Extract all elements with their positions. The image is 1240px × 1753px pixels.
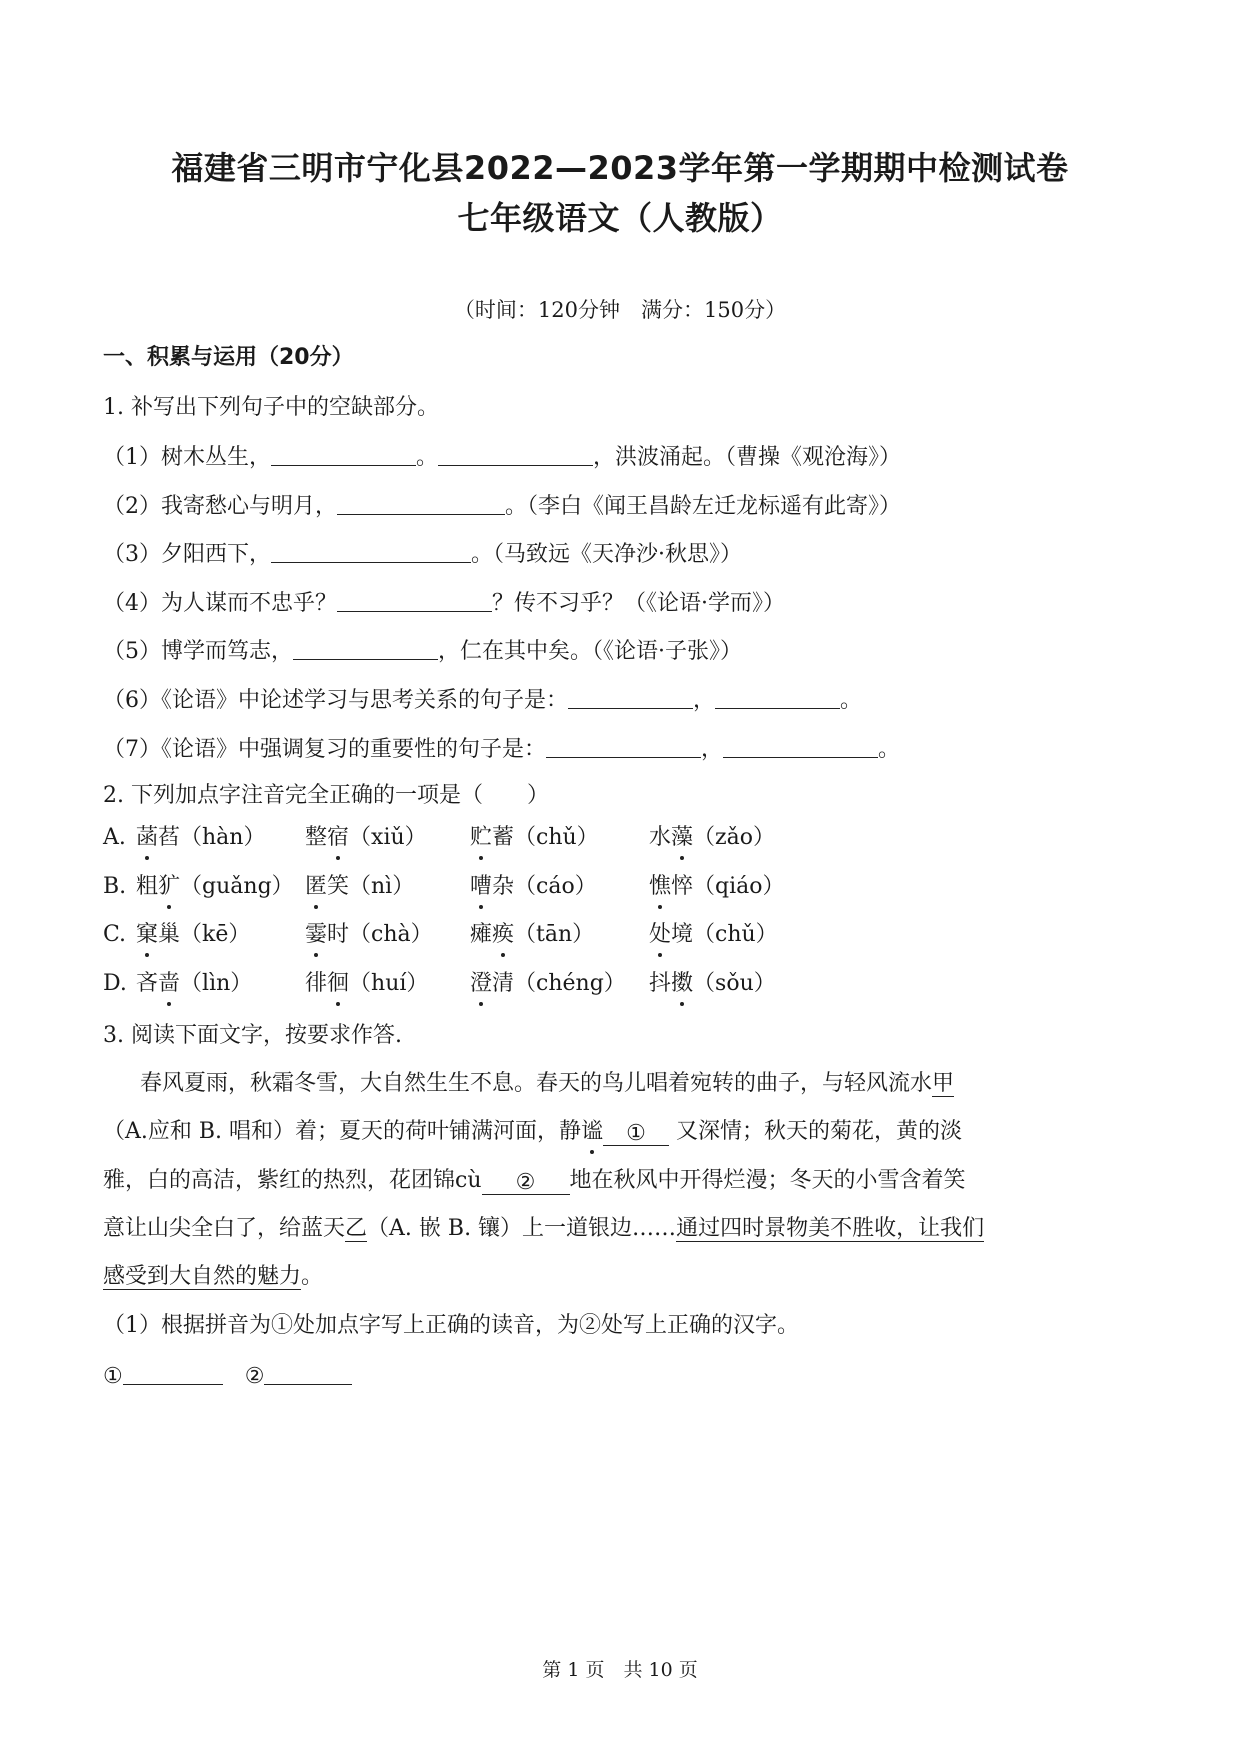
passage-text: 春风夏雨，秋霜冬雪，大自然生生不息。春天的鸟儿唱着宛转的曲子，与轻风流水 xyxy=(140,1071,933,1096)
dotted-char: 啬 xyxy=(158,969,180,999)
option-letter[interactable]: C. xyxy=(103,922,127,947)
answer-label-1: ① xyxy=(103,1364,123,1389)
q1-text: 。 xyxy=(840,688,863,713)
option-word xyxy=(305,969,428,999)
reading-text: 巢（kē） xyxy=(158,922,251,947)
reading-text: 境（chǔ） xyxy=(671,922,778,947)
option-word xyxy=(136,969,252,999)
plain-char: 徘 xyxy=(305,971,328,996)
reading-text: （lìn） xyxy=(180,971,253,996)
option-word xyxy=(136,920,250,950)
exam-info: （时间：120分钟 满分：150分） xyxy=(453,298,787,322)
dotted-char: 澄 xyxy=(470,969,492,999)
answer-blank[interactable] xyxy=(337,490,505,515)
reading-text: （guǎng） xyxy=(180,874,294,899)
q1-text: 。 xyxy=(416,445,439,470)
dotted-char: 谧 xyxy=(581,1117,603,1147)
q1-item-7 xyxy=(103,733,900,765)
dotted-char: 徊 xyxy=(327,969,349,999)
q1-item-3 xyxy=(103,538,742,570)
section-heading: 一、积累与运用（20分） xyxy=(103,345,354,370)
reading-text: 悴（qiáo） xyxy=(671,874,785,899)
q1-text: （5）博学而笃志， xyxy=(103,639,293,664)
q1-text: 。 xyxy=(878,737,901,762)
dotted-char: 宿 xyxy=(327,823,349,853)
q1-stem: 1. 补写出下列句子中的空缺部分。 xyxy=(103,395,439,420)
dotted-char: 痪 xyxy=(492,920,514,950)
q1-text: （7）《论语》中强调复习的重要性的句子是： xyxy=(103,737,546,762)
passage-text: （A.应和 B. 唱和）着；夏天的荷叶铺满河面，静 xyxy=(103,1119,582,1144)
answer-blank[interactable] xyxy=(337,587,492,612)
passage-text: 地在秋风中开得烂漫；冬天的小雪含着笑 xyxy=(569,1168,966,1193)
option-word xyxy=(470,872,597,902)
q3-passage-line-4 xyxy=(103,1214,984,1244)
q1-text: （4）为人谋而不忠乎？ xyxy=(103,591,337,616)
blank-1[interactable]: ① xyxy=(603,1119,669,1146)
q3-answers xyxy=(103,1360,352,1392)
answer-blank[interactable] xyxy=(271,441,416,466)
dotted-char: 贮 xyxy=(470,823,492,853)
answer-blank-2[interactable] xyxy=(264,1360,352,1385)
q3-passage-line-3 xyxy=(103,1166,966,1196)
q1-text: ，洪波涌起。（曹操《观沧海》） xyxy=(593,445,902,470)
option-word xyxy=(470,920,594,950)
option-word xyxy=(136,823,265,853)
q1-text: （6）《论语》中论述学习与思考关系的句子是： xyxy=(103,688,568,713)
reading-text: （zǎo） xyxy=(693,825,775,850)
plain-char: 粗 xyxy=(136,874,159,899)
exam-title: 福建省三明市宁化县2022—2023学年第一学期期中检测试卷 xyxy=(171,149,1069,187)
q1-item-6 xyxy=(103,684,862,716)
reading-text: 萏（hàn） xyxy=(158,825,266,850)
plain-char: 抖 xyxy=(649,971,672,996)
passage-text: （A. 嵌 B. 镶）上一道银边…… xyxy=(367,1216,677,1241)
answer-blank[interactable] xyxy=(271,538,471,563)
answer-label-2: ② xyxy=(244,1364,265,1389)
option-word xyxy=(649,920,778,950)
plain-char: 水 xyxy=(649,825,672,850)
dotted-char: 匿 xyxy=(305,872,327,902)
option-word xyxy=(136,872,294,902)
q1-item-1 xyxy=(103,441,901,473)
dotted-char: 窠 xyxy=(136,920,158,950)
option-word xyxy=(649,872,785,902)
q1-text: ， xyxy=(693,688,716,713)
option-word xyxy=(470,823,599,853)
plain-char: 整 xyxy=(305,825,328,850)
q1-text: ， xyxy=(701,737,724,762)
option-letter[interactable]: D. xyxy=(103,971,127,996)
page-footer: 第 1 页 共 10 页 xyxy=(542,1659,698,1681)
answer-blank[interactable] xyxy=(568,684,693,709)
q1-text: 。（李白《闻王昌龄左迁龙标遥有此寄》） xyxy=(505,494,902,519)
q1-item-4 xyxy=(103,587,785,619)
dotted-char: 犷 xyxy=(158,872,180,902)
passage-text: 又深情；秋天的菊花，黄的淡 xyxy=(669,1119,963,1144)
q1-text: ？传不习乎？（《论语·学而》） xyxy=(492,591,785,616)
reading-text: （sǒu） xyxy=(693,971,776,996)
answer-blank[interactable] xyxy=(438,441,593,466)
q1-item-5 xyxy=(103,635,742,667)
reading-text: 清（chéng） xyxy=(492,971,626,996)
q3-passage-line-5 xyxy=(103,1262,323,1292)
q2-stem: 2. 下列加点字注音完全正确的一项是（ ） xyxy=(103,783,549,808)
plain-char: 吝 xyxy=(136,971,159,996)
reading-text: （xiǔ） xyxy=(349,825,427,850)
q3-passage-line-1 xyxy=(140,1069,954,1099)
reading-text: （tān） xyxy=(514,922,595,947)
reading-text: 蓄（chǔ） xyxy=(492,825,599,850)
q3-passage-line-2 xyxy=(103,1117,962,1147)
q3-stem: 3. 阅读下面文字，按要求作答. xyxy=(103,1023,402,1048)
option-word xyxy=(305,920,433,950)
q1-text: ，仁在其中矣。（《论语·子张》） xyxy=(438,639,742,664)
answer-blank[interactable] xyxy=(546,733,701,758)
underlined-sentence: 感受到大自然的魅力 xyxy=(103,1264,302,1289)
option-letter[interactable]: A. xyxy=(103,825,126,850)
answer-blank-1[interactable] xyxy=(123,1360,223,1385)
dotted-char: 藻 xyxy=(671,823,693,853)
q1-item-2 xyxy=(103,490,901,522)
option-word xyxy=(305,823,427,853)
option-word xyxy=(649,969,776,999)
q1-text: 。（马致远《天净沙·秋思》） xyxy=(471,542,742,567)
answer-blank[interactable] xyxy=(723,733,878,758)
answer-blank[interactable] xyxy=(293,635,438,660)
blank-2[interactable]: ② xyxy=(482,1168,570,1195)
q1-text: （2）我寄愁心与明月， xyxy=(103,494,337,519)
option-word xyxy=(649,823,775,853)
option-word xyxy=(470,969,626,999)
passage-text: 。 xyxy=(301,1264,324,1289)
dotted-char: 憔 xyxy=(649,872,671,902)
underlined-sentence: 通过四时景物美不胜收，让我们 xyxy=(676,1216,985,1241)
q3-sub-1: （1）根据拼音为①处加点字写上正确的读音，为②处写上正确的汉字。 xyxy=(103,1313,799,1338)
passage-text: 意让山尖全白了，给蓝天 xyxy=(103,1216,346,1241)
option-word xyxy=(305,872,414,902)
reading-text: 时（chà） xyxy=(327,922,433,947)
q1-text: （1）树木丛生， xyxy=(103,445,271,470)
marker-jia: 甲 xyxy=(932,1071,955,1096)
dotted-char: 擞 xyxy=(671,969,693,999)
exam-subtitle: 七年级语文（人教版） xyxy=(457,199,783,237)
answer-blank[interactable] xyxy=(715,684,840,709)
marker-yi: 乙 xyxy=(345,1216,368,1241)
dotted-char: 处 xyxy=(649,920,671,950)
option-letter[interactable]: B. xyxy=(103,874,127,899)
reading-text: （huí） xyxy=(349,971,429,996)
dotted-char: 菡 xyxy=(136,823,158,853)
dotted-char: 嘈 xyxy=(470,872,492,902)
reading-text: 笑（nì） xyxy=(327,874,415,899)
passage-text: 雅，白的高洁，紫红的热烈，花团锦cù xyxy=(103,1168,482,1193)
q1-text: （3）夕阳西下， xyxy=(103,542,271,567)
dotted-char: 霎 xyxy=(305,920,327,950)
reading-text: 杂（cáo） xyxy=(492,874,597,899)
plain-char: 瘫 xyxy=(470,922,493,947)
